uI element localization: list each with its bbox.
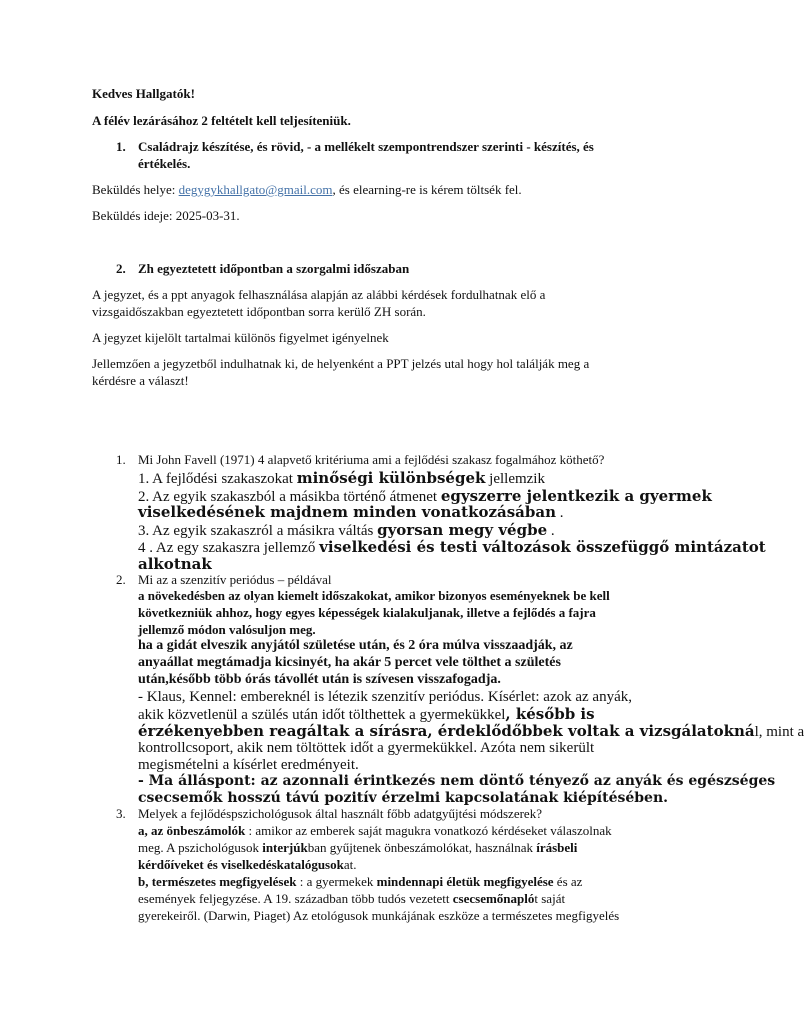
q1-answer-2: 2. Az egyik szakaszból a másikba történő átmenet egyszerre jelentkezik a gyermek [138,487,712,505]
q1-answer-4: 4 . Az egy szakaszra jellemző viselkedési és testi változások összefüggő mintázatot [138,538,766,556]
q3-a-line3: kérdőíveket és viselkedéskatalógusokat. [138,857,357,872]
q3-question: Melyek a fejlődéspszichológusok által használt főbb adatgyűjtési módszerek? [138,806,542,821]
intro-p3-line2: kérdésre a választ! [92,373,189,388]
greeting: Kedves Hallgatók! [92,86,195,101]
q2-example-1: ha a gidát elveszik anyjától születése után, és 2 óra múlva visszaadják, az [138,638,573,653]
requirements-title: A félév lezárásához 2 feltételt kell teljesíteniük. [92,113,351,128]
q2-klaus-5: megismételni a kísérlet eredményeit. [138,757,359,773]
req1-line2: értékelés. [138,156,191,171]
q2-example-3: után,később több órás távollét után is szívesen visszafogadja. [138,672,501,687]
q3-b-line1: b, természetes megfigyelések : a gyermekek mindennapi életük megfigyelése és az [138,874,583,889]
q2-number: 2. [116,572,126,587]
req2-text: Zh egyeztetett időpontban a szorgalmi időszaban [138,261,410,276]
q1-question: Mi John Favell (1971) 4 alapvető kritériuma ami a fejlődési szakasz fogalmához köthető? [138,452,605,467]
q1-answer-2-cont: viselkedésének majdnem minden vonatkozásában . [138,503,564,521]
req1-line1: Családrajz készítése, és rövid, - a mellékelt szempontrendszer szerinti - készítés, és [138,139,594,154]
q3-a-line1: a, az önbeszámolók : amikor az emberek saját magukra vonatkozó kérdéseket válaszolnak [138,823,612,838]
submit-date: Beküldés ideje: 2025-03-31. [92,208,240,223]
q2-klaus-4: kontrollcsoport, akik nem töltöttek időt a gyermekükkel. Azóta nem sikerült [138,740,595,756]
intro-p1-line1: A jegyzet, és a ppt anyagok felhasználása alapján az alábbi kérdések fordulhatnak elő a [92,287,546,302]
q3-b-line2: események feljegyzése. A 19. században több tudós vezetett csecsemőnaplót saját [138,891,566,906]
req1-number: 1. [116,139,126,154]
q2-current-view-2: csecsemők hosszú távú pozitív érzelmi kapcsolatának kiépítésében. [138,790,669,806]
q1-number: 1. [116,452,126,467]
intro-p3-line1: Jellemzően a jegyzetből indulhatnak ki, de helyenként a PPT jelzés utal hogy hol találják meg a [92,356,590,371]
submit-place-rest: , és elearning-re is kérem töltsék fel. [332,182,522,197]
q2-question: Mi az a szenzitív periódus – példával [138,572,332,587]
submit-place [92,182,522,198]
q1-answer-1: 1. A fejlődési szakaszokat minőségi különbségek jellemzik [138,469,545,487]
q3-number: 3. [116,806,126,821]
q1-answer-3: 3. Az egyik szakaszról a másikra váltás gyorsan megy végbe . [138,521,555,539]
email-link[interactable]: degygykhallgato@gmail.com [178,182,333,197]
q1-answer-4-cont: alkotnak [138,555,212,573]
q3-b-line3: gyerekeiről. (Darwin, Piaget) Az etológusok munkájának eszköze a természetes megfigyelés [138,908,620,923]
q2-klaus-3: érzékenyebben reagáltak a sírásra, érdeklődőbbek voltak a vizsgálatoknál, mint a [138,722,804,740]
q2-example-2: anyaállat megtámadja kicsinyét, ha akár 5 percet vele tölthet a születés [138,655,561,670]
submit-place-label: Beküldés helye: [92,182,179,197]
req2-number: 2. [116,261,126,276]
q2-definition-2: következniük ahhoz, hogy egyes képességek kialakuljanak, illetve a fejlődés a fajra [138,605,596,620]
q2-current-view-1: - Ma álláspont: az azonnali érintkezés nem döntő tényező az anyák és egészséges [138,773,776,789]
q3-a-line2: meg. A pszichológusok interjúkban gyűjtenek önbeszámolókat, használnak írásbeli [138,840,578,855]
intro-p1-line2: vizsgaidőszakban egyeztetett időpontban sorra kerülő ZH során. [92,304,426,319]
q2-definition-3: jellemző módon valósuljon meg. [138,622,316,637]
q2-klaus-1: - Klaus, Kennel: embereknél is létezik szenzitív periódus. Kísérlet: azok az anyák, [138,689,632,705]
q2-klaus-2: akik közvetlenül a szülés után időt tölthettek a gyermekükkel, később is [138,705,595,723]
intro-p2: A jegyzet kijelölt tartalmai különös figyelmet igényelnek [92,330,389,345]
q2-definition-1: a növekedésben az olyan kiemelt időszakokat, amikor bizonyos eseményeknek be kell [138,588,610,603]
